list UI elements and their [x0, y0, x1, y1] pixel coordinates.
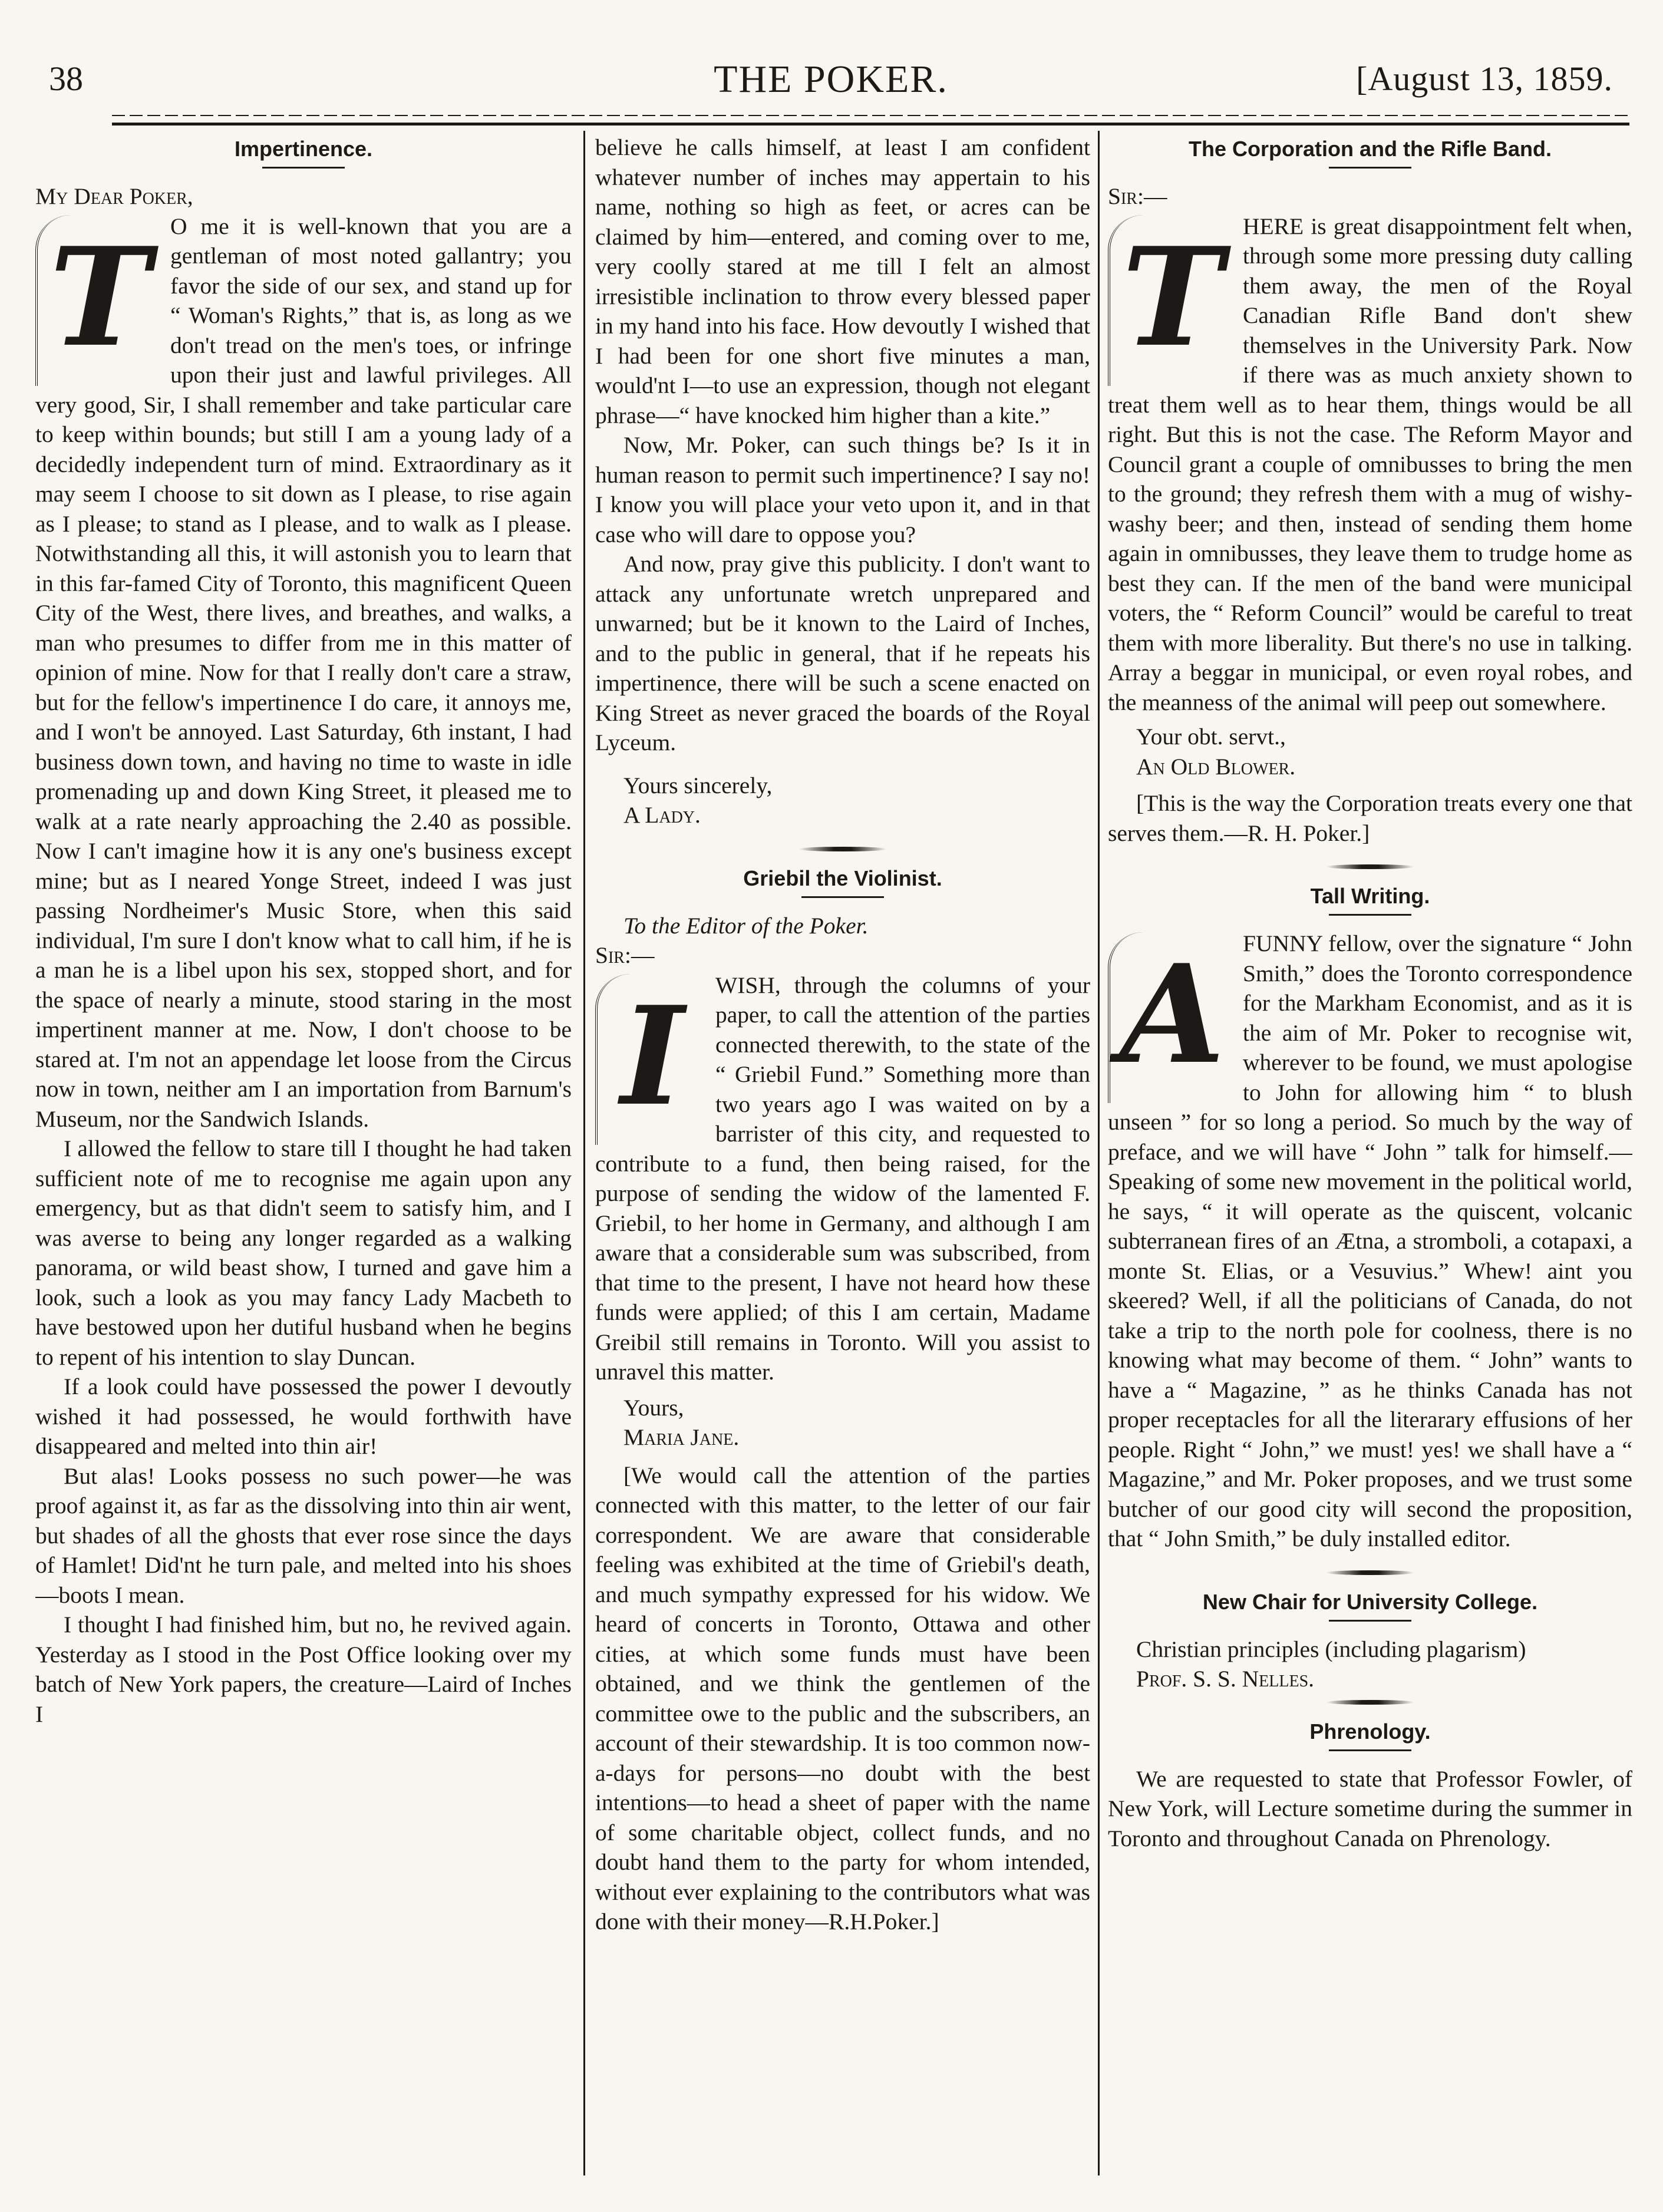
- heading-rule: [801, 896, 884, 898]
- editor-note: [This is the way the Corporation treats every one that serves them.—R. H. Poker.]: [1108, 790, 1632, 846]
- closing: Yours,: [623, 1394, 684, 1421]
- signature: Maria Jane.: [623, 1424, 740, 1450]
- closing: Yours sincerely,: [623, 772, 773, 798]
- issue-date: [August 13, 1859.: [1356, 60, 1613, 98]
- drop-cap-ornament: A: [1108, 932, 1235, 1103]
- paragraph: FUNNY fellow, over the signature “ John Smith,” does the Toronto correspondence for the Markham Economist, and as it is the aim of Mr. Poker to recognise wit, wherever to be found, we must apologise to John for allowing him “ to blush unseen ” for so long a period. So much by the way of preface, and we will have “ John ” talk for himself.—Speaking of some new movement in the political world, he says, “ it will operate as the quiscent, volcanic subterranean fires of an Ætna, a stromboli, a cotapaxi, a monte St. Elias, or a Vesuvius.” Whew! aint you skeered? Well, if all the politicians of Canada, do not take a trip to the north pole for coolness, there is no knowing what may become of them. “ John” wants to have a “ Magazine, ” as he thinks Canada has not proper receptacles for all the literarary effusions of her people. Right “ John,” we must! yes! we shall have a “ Magazine,” and Mr. Poker proposes, and we trust some butcher of our good city will second the proposition, that “ John Smith,” be duly installed editor.: [1108, 930, 1632, 1551]
- paragraph: And now, pray give this publicity. I don't want to attack any unfortunate wretch unprepared and unwarned; but be it known to the Laird of Inches, and to the public in general, that if he repeats his impertinence, there will be such a scene enacted on King Street as never graced the boards of the Royal Lyceum.: [595, 551, 1090, 755]
- heading-rule: [1329, 1749, 1411, 1751]
- paragraph: We are requested to state that Professor Fowler, of New York, will Lecture sometime during the summer in Toronto and throughout Canada on Phrenology.: [1108, 1765, 1632, 1851]
- article-heading-phrenology: Phrenology.: [1309, 1719, 1431, 1744]
- page-number: 38: [49, 60, 83, 98]
- section-ornament: [1326, 1570, 1414, 1575]
- paragraph: believe he calls himself, at least I am confident whatever number of inches may appertain to his name, nothing so high as feet, or acres can be claimed by him—entered, and coming over to me, very coolly stared at me till I felt an almost irresistible inclination to throw every blessed paper in my hand into his face. How devoutly I wished that I had been for one short five minutes a man, would'nt I—to use an expression, though not elegant phrase—“ have knocked him higher than a kite.”: [595, 134, 1090, 428]
- column-divider-right: [1098, 131, 1100, 2175]
- salutation: Sir:—: [1108, 183, 1167, 209]
- paragraph: HERE is great disappointment felt when, through some more pressing duty calling them away, the men of the Royal Canadian Rifle Band don't shew themselves in the University Park. Now if there was as much anxiety shown to treat them well as to hear them, things would be all right. But this is not the case. The Reform Mayor and Council grant a couple of omnibusses to bring the men to the ground; they refresh them with a mug of wishy-washy beer; and then, instead of sending them home again in omnibusses, they leave them to trudge home as best they can. If the men of the band were municipal voters, the “ Reform Council” would be careful to treat them with more liberality. But there's no use in talking. Array a beggar in municipal, or even royal robes, and the meanness of the animal will peep out somewhere.: [1108, 213, 1632, 715]
- article-subheading: To the Editor of the Poker.: [623, 912, 869, 939]
- salutation: Sir:—: [595, 942, 655, 968]
- article-heading-rifle-band: The Corporation and the Rifle Band.: [1188, 137, 1552, 161]
- editor-note: [We would call the attention of the parties connected with this matter, to the letter of our fair correspondent. We are aware that considerable feeling was exhibited at the time of Griebil's death, and much sympathy expressed for his widow. We heard of concerts in Toronto, Ottawa and other cities, at which some funds must have been obtained, and we think the gentlemen of the committee owe to the public and the subscribers, an account of their stewardship. It is too common now-a-days for persons—no doubt with the best intentions—to head a sheet of paper with the name of some charitable object, collect funds, and no doubt hand them to the party for whom intended, without ever explaining to the contributors what was done with their money—R.H.Poker.]: [595, 1462, 1090, 1934]
- article-heading-tall-writing: Tall Writing.: [1310, 884, 1430, 908]
- page-header: [32, 32, 1629, 109]
- paragraph: O me it is well-known that you are a gentleman of most noted gallantry; you favor the side of our sex, and stand up for “ Woman's Rights,” that is, as long as we don't tread on the men's toes, or infringe upon their just and lawful privileges. All very good, Sir, I shall remember and take particular care to keep within bounds; but still I am a young lady of a decidedly independent turn of mind. Extraordinary as it may seem I choose to sit down as I please, to rise again as I please; to stand as I please, and to walk as I please. Notwithstanding all this, it will astonish you to learn that in this far-famed City of Toronto, this magnificent Queen City of the West, there lives, and breathes, and walks, a man who presumes to differ from me in this matter of opinion of mine. Now for that I really don't care a straw, but for the fellow's impertinence I do care, it annoys me, and I won't be annoyed. Last Saturday, 6th instant, I had business down town, and having no time to waste in idle promenading up and down King Street, it pleased me to walk at a rate nearly approaching the 2.40 as possible. Now I can't imagine how it is any one's business except mine; but as I neared Yonge Street, indeed I was just passing Nordheimer's Music Store, when this said individual, I'm sure I don't know what to call him, if he is a man he is a libel upon his sex, stopped short, and for the space of nearly a minute, stood staring in the most impertinent manner at me. Now, I don't choose to be stared at. I'm not an appendage let loose from the Circus now in town, neither am I an importation from Barnum's Museum, nor the Sandwich Islands.: [35, 213, 572, 1132]
- drop-cap-ornament: T: [35, 215, 162, 386]
- header-rule-top: [112, 115, 1629, 116]
- newspaper-title: THE POKER.: [714, 58, 948, 101]
- column-left: [35, 133, 572, 2171]
- signature: A Lady.: [623, 802, 701, 828]
- section-ornament: [798, 847, 887, 851]
- signature: Prof. S. S. Nelles.: [1136, 1666, 1315, 1692]
- paragraph: I thought I had finished him, but no, he revived again. Yesterday as I stood in the Post Office looking over my batch of New York papers, the creature—Laird of Inches I: [35, 1612, 572, 1727]
- article-heading-impertinence: Impertinence.: [234, 137, 373, 161]
- paragraph: WISH, through the columns of your paper, to call the attention of the parties connected therewith, to the state of the “ Griebil Fund.” Something more than two years ago I was waited on by a barrister of this city, and requested to contribute to a fund, then being raised, for the purpose of sending the widow of the lamented F. Griebil, to her home in Germany, and although I am aware that a considerable sum was subscribed, from that time to the present, I have not heard how these funds were applied; of this I am certain, Madame Greibil still remains in Toronto. Will you assist to unravel this matter.: [595, 972, 1090, 1385]
- column-middle: [595, 133, 1090, 2171]
- paragraph: Now, Mr. Poker, can such things be? Is it in human reason to permit such impertinence? I say no! I know you will place your veto upon it, and in that case who will dare to oppose you?: [595, 432, 1090, 547]
- paragraph: But alas! Looks possess no such power—he was proof against it, as far as the dissolving into thin air went, but shades of all the ghosts that ever rose since the days of Hamlet! Did'nt he turn pale, and melted into his shoes—boots I mean.: [35, 1462, 572, 1608]
- article-heading-griebil: Griebil the Violinist.: [743, 866, 942, 890]
- article-heading-new-chair: New Chair for University College.: [1202, 1589, 1538, 1614]
- column-divider-left: [583, 131, 585, 2175]
- heading-rule: [1329, 167, 1411, 169]
- salutation: My Dear Poker,: [35, 183, 193, 209]
- drop-cap-ornament: T: [1108, 215, 1235, 386]
- closing: Your obt. servt.,: [1136, 724, 1286, 750]
- notice-text: Christian principles (including plagarism): [1136, 1636, 1526, 1662]
- drop-cap-ornament: I: [595, 974, 707, 1145]
- paragraph: I allowed the fellow to stare till I thought he had taken sufficient note of me to recognise me again upon any emergency, but as that didn't seem to satisfy him, and I was averse to being any longer regarded as a walking panorama, or wild beast show, I turned and gave him a look, such a look as you may fancy Lady Macbeth to have bestowed upon her dutiful husband when he begins to repent of his intention to slay Duncan.: [35, 1135, 572, 1370]
- section-ornament: [1326, 1700, 1414, 1705]
- signature: An Old Blower.: [1136, 753, 1296, 780]
- heading-rule: [1329, 914, 1411, 916]
- header-rule-bottom: [112, 123, 1629, 126]
- heading-rule: [1329, 1620, 1411, 1622]
- column-right: [1108, 133, 1632, 2171]
- section-ornament: [1326, 864, 1414, 869]
- heading-rule: [262, 167, 345, 169]
- paragraph: If a look could have possessed the power I devoutly wished it had possessed, he would forthwith have disappeared and melted into thin air!: [35, 1374, 572, 1459]
